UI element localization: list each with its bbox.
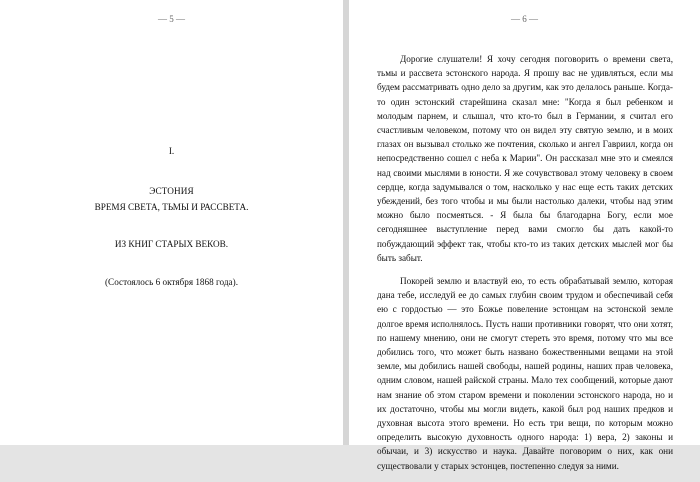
page-number-left: — 5 —	[158, 14, 185, 24]
right-page	[349, 0, 700, 471]
section-numeral: I.	[168, 146, 175, 156]
body-text	[377, 52, 673, 482]
section-subtitle: ВРЕМЯ СВЕТА, ТЬМЫ И РАССВЕТА.	[94, 202, 249, 212]
paragraph: Дорогие слушатели! Я хочу сегодня поговорить о времени света, тьмы и рассвета эстонского народа. Я прошу вас не удивляться, если мы будем рассматривать одно дело за другим, как это делалось раньше. Когда-то один эстонский старейшина сказал мне: "Когда я был ребенком и молодым парнем, и слышал, что кто-то был в Германии, я считал его счастливым человеком, потому что он видел эту святую землю, и в моих глазах он вызывал столько же почтения, сколько и ангел Гавриил, когда он непосредственно сошел с неба к Марии". Он рассказал мне это и смеялся над своими мыслями в юности. Я же сочувствовал этому человеку в своем сердце, когда задумывался о том, насколько у нас еще есть таких детских убеждений, без того чтобы и мы были настолько далеки, чтобы над этим можно было посмеяться. - Я была бы благодарна Богу, если мое сегодняшнее выступление перед вами смогло бы дать какой-то побуждающий эффект так, чтобы кто-то из таких детских мыслей мог бы быть забыт.	[377, 54, 673, 263]
paragraph: Покорей землю и властвуй ею, то есть обрабатывай землю, которая дана тебе, исследуй ее до самых глубин своим трудом и обеспечивай себя ею с гордостью — это Божье повеление эстонцам на эстонской земле долгое время исполнялось. Пусть наши противники говорят, что они хотят, по нашему мнению, они не смогут стереть это время, потому что мы все добились того, что может быть названо божественными вещами на этой земле, мы добились нашей свободы, нашей родины, наших прав человека, одним словом, нашей райской страны. Мало тех сообщений, которые дают нам знание об этом старом времени и поколении эстонского народа, но и их достаточно, чтобы мы могли видеть, какой был род наших предков и духовная высота этого времени. Но есть три вещи, по которым можно определить высокую духовность одного народа: 1) вера, 2) законы и обычаи, и 3) искусство и наука. Давайте поговорим о них, как они существовали у старых эстонцев, постепенно следуя за ними.	[377, 276, 673, 471]
source-note: ИЗ КНИГ СТАРЫХ ВЕКОВ.	[114, 239, 229, 249]
date-note: (Состоялось 6 октября 1868 года).	[105, 277, 238, 287]
section-title: ЭСТОНИЯ	[149, 186, 194, 196]
left-page	[0, 0, 343, 445]
page-number-right: — 6 —	[511, 14, 538, 24]
